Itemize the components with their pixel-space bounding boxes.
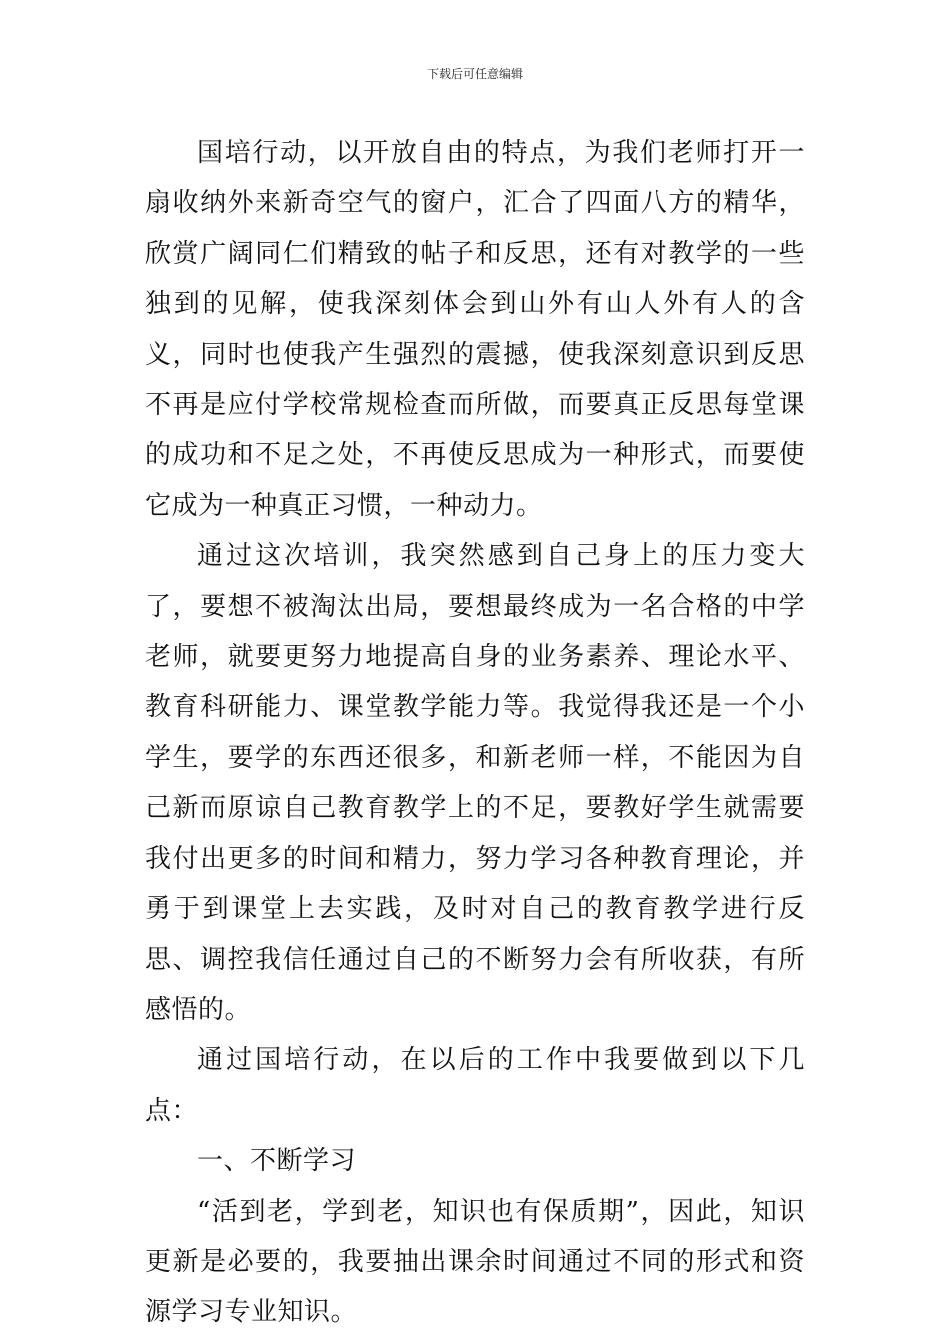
paragraph: “活到老，学到老，知识也有保质期”，因此，知识更新是必要的，我要抽出课余时间通过不同的形式和资源学习专业知识。 [145, 1196, 805, 1328]
section-heading: 一、不断学习 [197, 1146, 357, 1177]
paragraph: 通过这次培训，我突然感到自己身上的压力变大了，要想不被淘汰出局，要想最终成为一名合格的中学老师，就要更努力地提高自身的业务素养、理论水平、教育科研能力、课堂教学能力等。我觉得我还是一个小学生，要学的东西还很多，和新老师一样，不能因为自己新而原谅自己教育教学上的不足，要教好学生就需要我付出更多的时间和精力，努力学习各种教育理论，并勇于到课堂上去实践，及时对自己的教育教学进行反思、调控我信任通过自己的不断努力会有所收获，有所感悟的。 [145, 541, 805, 1025]
header-note: 下载后可任意编辑 [426, 67, 523, 81]
document-body [145, 128, 805, 1338]
paragraph: 通过国培行动，在以后的工作中我要做到以下几点： [145, 1045, 805, 1126]
paragraph: 国培行动，以开放自由的特点，为我们老师打开一扇收纳外来新奇空气的窗户，汇合了四面八方的精华，欣赏广阔同仁们精致的帖子和反思，还有对教学的一些独到的见解，使我深刻体会到山外有山人外有人的含义，同时也使我产生强烈的震撼，使我深刻意识到反思不再是应付学校常规检查而所做，而要真正反思每堂课的成功和不足之处，不再使反思成为一种形式，而要使它成为一种真正习惯，一种动力。 [145, 138, 805, 521]
